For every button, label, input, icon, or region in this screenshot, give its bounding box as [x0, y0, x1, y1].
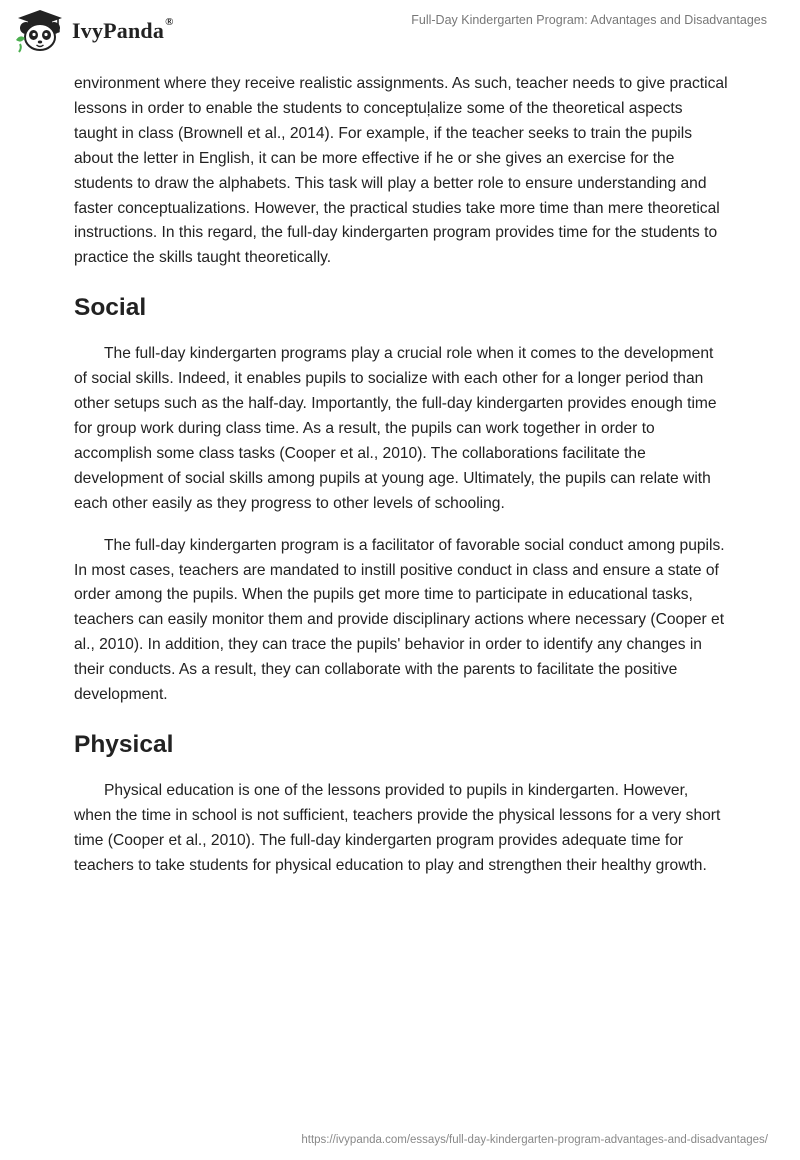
paragraph-physical-1: Physical education is one of the lessons provided to pupils in kindergarten. However, when the time in school is not sufficient, teachers provide the physical lessons for a very short time (Cooper et al., 2010). The full-day kindergarten program provides adequate time for teachers to take students for physical education to play and strengthen their healthy growth.	[74, 781, 721, 874]
ivypanda-logo[interactable]	[14, 8, 174, 54]
heading-social: Social	[74, 294, 147, 322]
paragraph-intro: environment where they receive realistic assignments. As such, teacher needs to give practical lessons in order to enable the students to conceptuļalize some of the theoretical aspects taught in class (Brownell et al., 2014). For example, if the teacher seeks to train the pupils about the letter in English, it can be more effective if he or she gives an exercise for the students to draw the alphabets. This task will play a better role to ensure understanding and faster conceptualizations. However, the practical studies take more time than mere theoretical instructions. In this regard, the full-day kindergarten program provides time for the students to practice the skills taught theoretically.	[74, 75, 728, 267]
source-url[interactable]: https://ivypanda.com/essays/full-day-kindergarten-program-advantages-and-disadvantages/	[301, 1134, 768, 1146]
page-header	[0, 0, 800, 70]
brand-name	[72, 18, 174, 44]
brand-name-text: IvyPanda	[72, 18, 165, 43]
paragraph-social-2: The full-day kindergarten program is a facilitator of favorable social conduct among pupils. In most cases, teachers are mandated to instill positive conduct in class and ensure a state of order among the pupils. When the pupils get more time to participate in educational tasks, teachers can easily monitor them and provide disciplinary actions where necessary (Cooper et al., 2010). In addition, they can trace the pupils' behavior in order to identify any changes in their conducts. As a result, they can collaborate with the parents to facilitate the positive development.	[74, 536, 725, 704]
essay-body	[74, 72, 728, 896]
registered-mark: ®	[165, 16, 174, 28]
paragraph-social-1: The full-day kindergarten programs play a crucial role when it comes to the development of social skills. Indeed, it enables pupils to socialize with each other for a longer period than other setups such as the half-day. Importantly, the full-day kindergarten provides enough time for group work during class time. As a result, the pupils can work together in order to accomplish some class tasks (Cooper et al., 2010). The collaborations facilitate the development of social skills among pupils at young age. Ultimately, the pupils can relate with each other easily as they progress to other levels of schooling.	[74, 345, 717, 512]
panda-graduation-cap-icon	[14, 8, 66, 54]
document-title: Full-Day Kindergarten Program: Advantages and Disadvantages	[411, 13, 767, 27]
heading-physical: Physical	[74, 730, 174, 758]
